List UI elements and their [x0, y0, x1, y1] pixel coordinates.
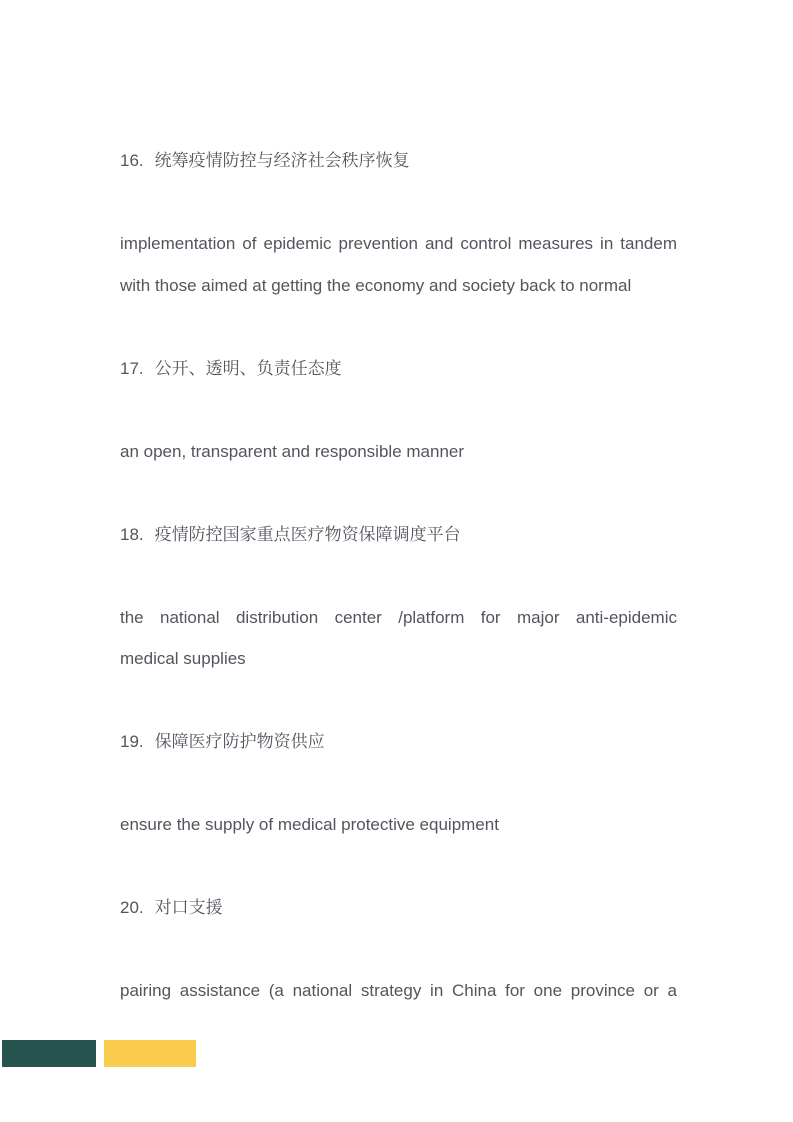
term-en-paragraph [120, 431, 677, 473]
term-cn-text: 公开、透明、负责任态度 [154, 358, 342, 378]
term-cn-heading [120, 721, 677, 763]
term-number: 20. [120, 898, 144, 917]
glossary-entry [120, 887, 677, 1012]
term-cn-heading [120, 140, 677, 182]
term-en-line: pairing assistance (a national strategy in China for one province or a [120, 981, 677, 1000]
term-en-paragraph [120, 804, 677, 846]
term-cn-text: 对口支援 [154, 898, 223, 917]
glossary-entry [120, 514, 677, 680]
term-cn-heading [120, 514, 677, 556]
glossary-entry [120, 721, 677, 846]
term-cn-heading [120, 348, 677, 390]
term-en-line: ensure the supply of medical protective equipment [120, 815, 499, 834]
term-en-line: an open, transparent and responsible manner [120, 441, 465, 461]
term-en-paragraph [120, 223, 677, 306]
term-number: 17. [120, 358, 144, 378]
glossary-entry [120, 140, 677, 306]
term-cn-text: 疫情防控国家重点医疗物资保障调度平台 [154, 524, 461, 544]
term-cn-text: 统筹疫情防控与经济社会秩序恢复 [154, 151, 410, 170]
term-number: 16. [120, 151, 144, 170]
term-en-line: medical supplies [120, 649, 246, 668]
term-number: 19. [120, 732, 144, 751]
term-cn-heading [120, 887, 677, 929]
footer-yellow-bar [104, 1040, 196, 1067]
term-en-paragraph [120, 970, 677, 1012]
term-en-line: with those aimed at getting the economy and society back to normal [120, 275, 632, 295]
term-number: 18. [120, 524, 144, 544]
term-en-paragraph [120, 597, 677, 680]
glossary-content [120, 0, 677, 1053]
term-en-line: the national distribution center /platform for major anti-epidemic [120, 607, 677, 627]
footer-green-bar [2, 1040, 96, 1067]
term-cn-text: 保障医疗防护物资供应 [154, 732, 325, 751]
glossary-entry [120, 348, 677, 473]
term-en-line: implementation of epidemic prevention and control measures in tandem [120, 234, 677, 253]
